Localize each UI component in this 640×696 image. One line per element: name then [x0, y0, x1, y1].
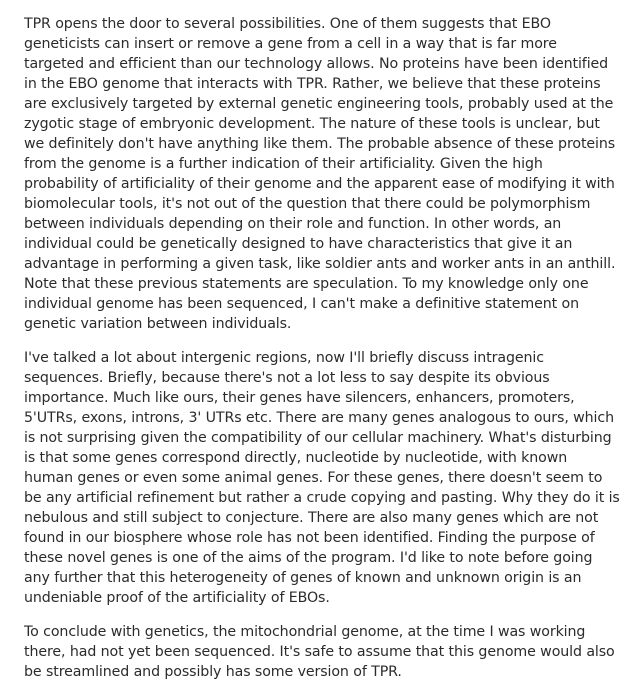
- paragraph-mitochondrial-genome: To conclude with genetics, the mitochondrial genome, at the time I was working there, had not yet been sequenced. It's safe to assume that this genome would also be streamlined and possibly has some version of TPR.: [24, 624, 615, 680]
- paragraph-intragenic-sequences: I've talked a lot about intergenic regions, now I'll briefly discuss intragenic sequences. Briefly, because there's not a lot less to say despite its obvious importance. Much like ours, their genes have silencers, enhancers, promoters, 5'UTRs, exons, introns, 3' UTRs etc. There are many genes analogous to ours, which is not surprising given the compatibility of our cellular machinery. What's disturbing is that some genes correspond directly, nucleotide by nucleotide, with known human genes or even some animal genes. For these genes, there doesn't seem to be any artificial refinement but rather a crude copying and pasting. Why they do it is nebulous and still subject to conjecture. There are also many genes which are not found in our biosphere whose role has not been identified. Finding the purpose of these novel genes is one of the aims of the program. I'd like to note before going any further that this heterogeneity of genes of known and unknown origin is an undeniable proof of the artificiality of EBOs.: [24, 350, 620, 606]
- paragraph-tpr-possibilities: TPR opens the door to several possibilities. One of them suggests that EBO geneticists can insert or remove a gene from a cell in a way that is far more targeted and efficient than our technology allows. No proteins have been identified in the EBO genome that interacts with TPR. Rather, we believe that these proteins are exclusively targeted by external genetic engineering tools, probably used at the zygotic stage of embryonic development. The nature of these tools is unclear, but we definitely don't have anything like them. The probable absence of these proteins from the genome is a further indication of their artificiality. Given the high probability of artificiality of their genome and the apparent ease of modifying it with biomolecular tools, it's not out of the question that there could be polymorphism between individuals depending on their role and function. In other words, an individual could be genetically designed to have characteristics that give it an advantage in performing a given task, like soldier ants and worker ants in an anthill. Note that these previous statements are speculation. To my knowledge only one individual genome has been sequenced, I can't make a definitive statement on genetic variation between individuals.: [24, 16, 616, 332]
- document-body: [24, 14, 620, 696]
